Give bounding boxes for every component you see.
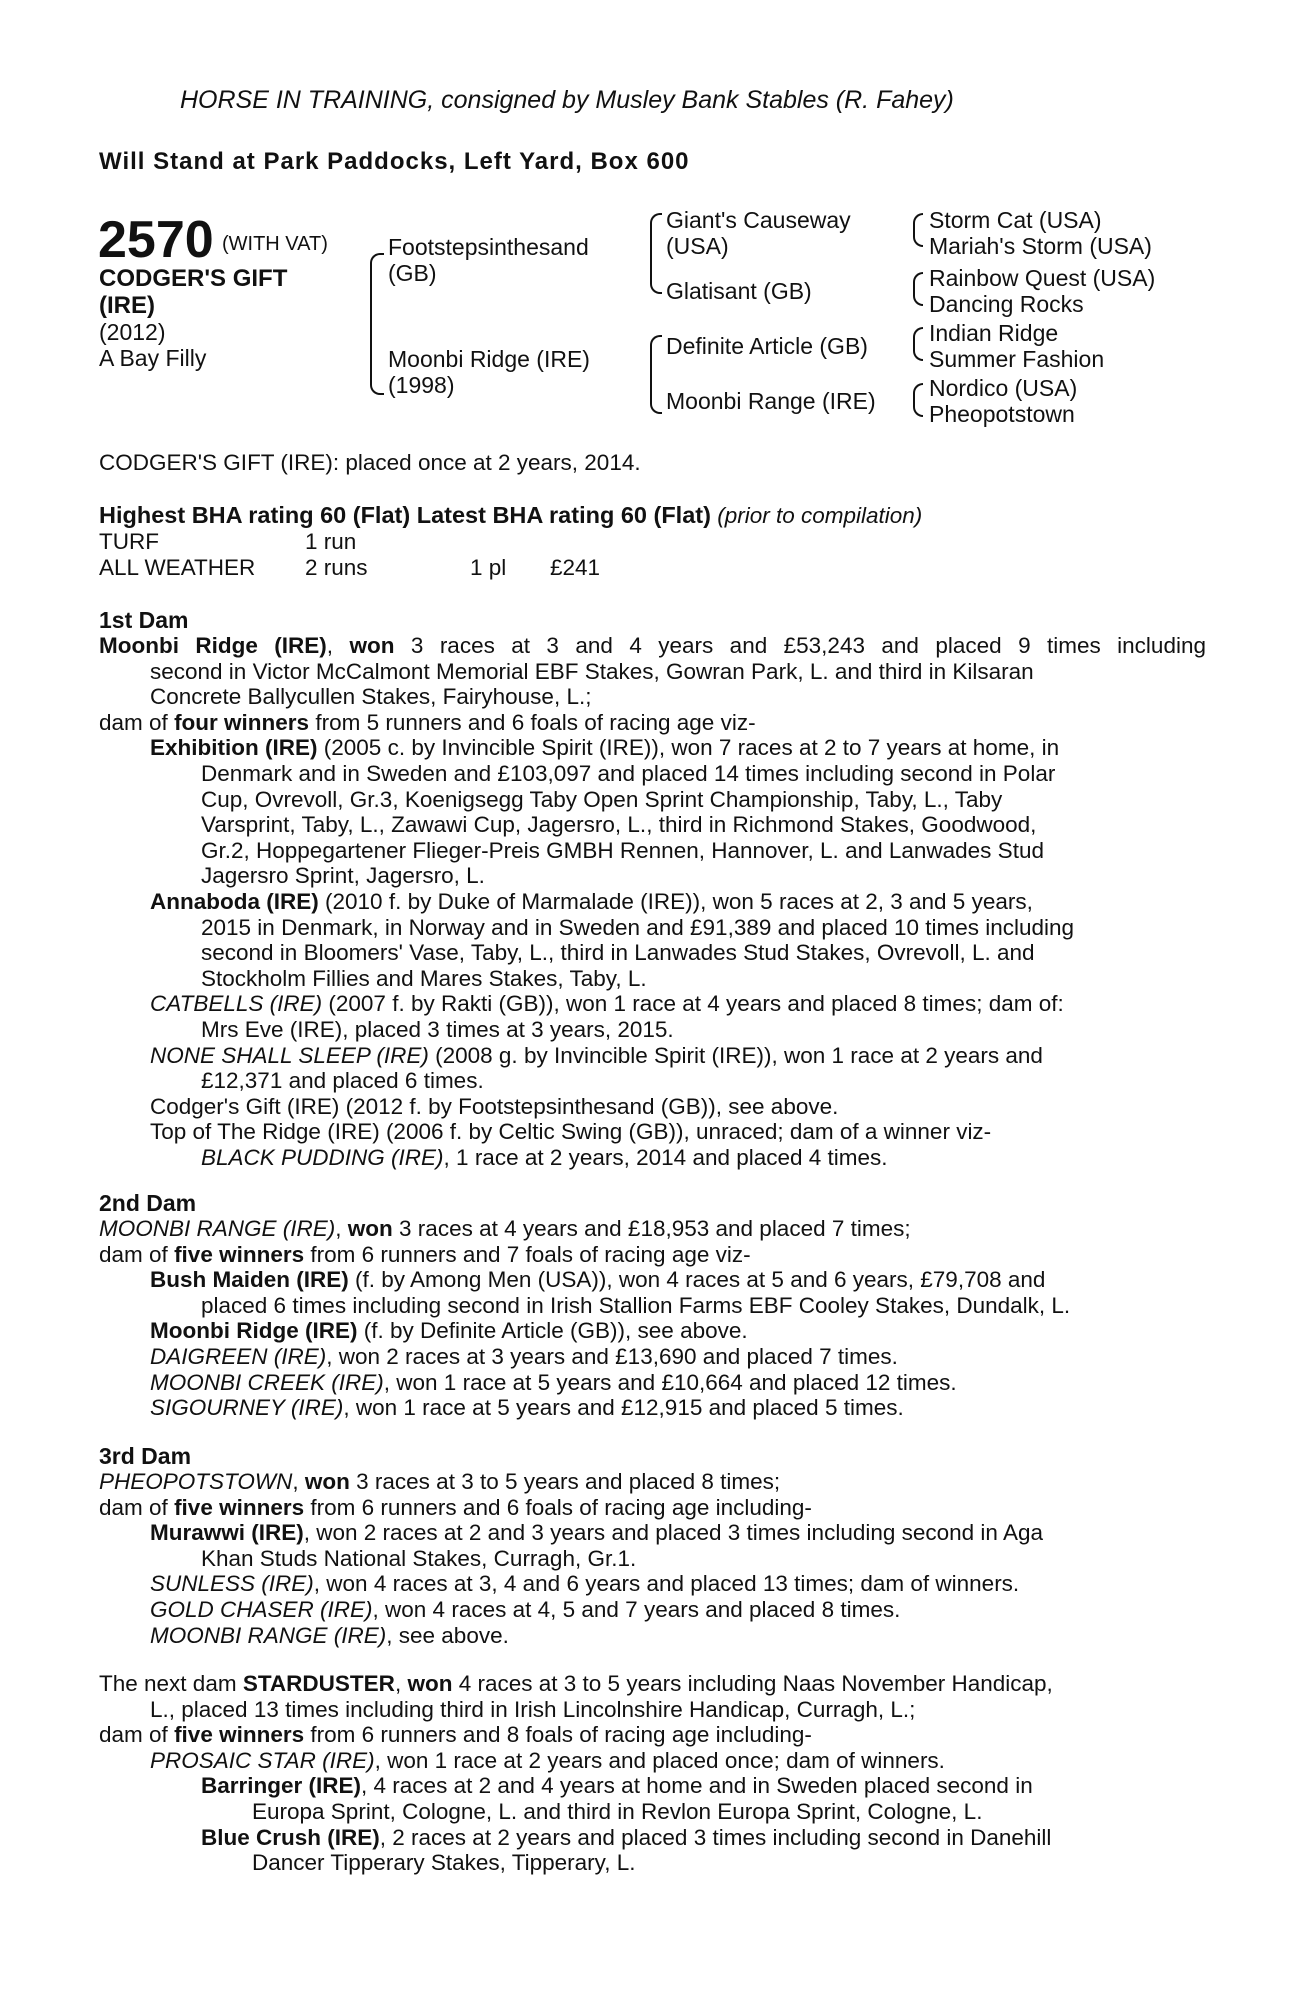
progeny-name: SIGOURNEY (IRE) [150,1395,344,1421]
second-dam-name: MOONBI RANGE (IRE) [99,1216,336,1241]
stable-location: Will Stand at Park Paddocks, Left Yard, Box 600 [99,148,690,175]
aw-prize: £241 [550,555,601,580]
pedigree-sss: Storm Cat (USA) [929,207,1102,233]
first-dam-section: Moonbi Ridge (IRE), won 3 races at 3 and 4 years and £53,243 and placed 9 times including second in Victor McCalmont Memorial EBF Stakes, Gowran Park, L. and third in Kilsaran Concrete Ballycullen Stakes, Fairyhouse, L.; dam of four winners from 5 runners and 6 foals of racing age viz- Exhibition (IRE) (2005 c. by Invincible Spirit (IRE)), won 7 races at 2 to 7 years at home, in Denmark and in Sweden and £103,097 and placed 14 times including second in Polar Cup, Ovrevoll, Gr.3, Koenigsegg Taby Open Sprint Championship, Taby, L., Taby Varsprint, Taby, L., Zawawi Cup, Jagersro, L., third in Richmond Stakes, Goodwood, Gr.2, Hoppegartener Flieger-Preis GMBH Rennen, Hannover, L. and Lanwades Stud Jagersro Sprint, Jagersro, L. Annaboda (IRE) (2010 f. by Duke of Marmalade (IRE)), won 5 races at 2, 3 and 5 years, 2015 in Denmark, in Norway and in Sweden and £91,389 and placed 10 times including second in Bloomers' Vase, Taby, L., third in Lanwades Stud Stakes, Ovrevoll, L. and Stockholm Fillies and Mares Stakes, Taby, L. CATBELLS (IRE) (2007 f. by Rakti (GB)), won 1 race at 4 years and placed 8 times; dam of: Mrs Eve (IRE), placed 3 times at 3 years, 2015. NONE SHALL SLEEP (IRE) (2008 g. by Invincible Spirit (IRE)), won 1 race at 2 years and £12,371 and placed 6 times. Codger's Gift (IRE) (2012 f. by Footstepsinthesand (GB)), see above. Top of The Ridge (IRE) (2006 f. by Celtic Swing (GB)), unraced; dam of a winner viz- BLACK PUDDING (IRE), 1 race at 2 years, 2014 and placed 4 times. [99,633,1206,1170]
third-dam-section: PHEOPOTSTOWN, won 3 races at 3 to 5 years and placed 8 times; dam of five winners from 6 runners and 6 foals of racing age including- Murawwi (IRE), won 2 races at 2 and 3 years and placed 3 times including second in Aga Khan Studs National Stakes, Curragh, Gr.1. SUNLESS (IRE), won 4 races at 3, 4 and 6 years and placed 13 times; dam of winners. GOLD CHASER (IRE), won 4 races at 4, 5 and 7 years and placed 8 times. MOONBI RANGE (IRE), see above. [99,1469,1043,1648]
pedigree-ss: Giant's Causeway [666,207,851,233]
horse-year: (2012) [99,319,166,345]
third-dam-name: PHEOPOTSTOWN [99,1469,293,1494]
second-dam-heading: 2nd Dam [99,1190,197,1216]
pedigree-sd: Glatisant (GB) [666,278,812,304]
pedigree-dam-year: (1998) [388,372,455,398]
vat-label: (WITH VAT) [222,233,328,255]
first-dam-heading: 1st Dam [99,607,189,633]
progeny-name: Barringer (IRE) [201,1773,362,1799]
ratings-line [99,503,922,529]
progeny-name: DAIGREEN (IRE) [150,1343,327,1369]
second-dam-section: MOONBI RANGE (IRE), won 3 races at 4 years and £18,953 and placed 7 times; dam of five winners from 6 runners and 7 foals of racing age viz- Bush Maiden (IRE) (f. by Among Men (USA)), won 4 races at 5 and 6 years, £79,708 and placed 6 times including second in Irish Stallion Farms EBF Cooley Stakes, Dundalk, L. Moonbi Ridge (IRE) (f. by Definite Article (GB)), see above. DAIGREEN (IRE), won 2 races at 3 years and £13,690 and placed 7 times. MOONBI CREEK (IRE), won 1 race at 5 years and £10,664 and placed 12 times. SIGOURNEY (IRE), won 1 race at 5 years and £12,915 and placed 5 times. [99,1216,1071,1421]
horse-description: A Bay Filly [99,345,207,371]
next-dam-name: STARDUSTER [242,1671,395,1696]
pedigree-brace-ssd [913,227,923,247]
pedigree-sire: Footstepsinthesand [388,234,589,260]
progeny-name: Moonbi Ridge (IRE) [150,1318,358,1344]
progeny-name: Bush Maiden (IRE) [150,1267,349,1293]
turf-label: TURF [99,529,159,554]
pedigree-dam: Moonbi Ridge (IRE) [388,346,590,372]
pedigree-sds: Rainbow Quest (USA) [929,265,1156,291]
progeny-name: MOONBI RANGE (IRE) [150,1622,387,1648]
progeny-name: GOLD CHASER (IRE) [150,1596,373,1622]
third-dam-heading: 3rd Dam [99,1443,192,1469]
horse-origin: (IRE) [99,292,155,319]
progeny-name: Murawwi (IRE) [150,1520,304,1546]
rating-note: (prior to compilation) [717,503,923,528]
bha-rating: Highest BHA rating 60 (Flat) Latest BHA rating 60 (Flat) [99,502,711,528]
horse-name: CODGER'S GIFT [99,265,288,292]
next-dam-section: The next dam STARDUSTER, won 4 races at 3 to 5 years including Naas November Handicap, L., placed 13 times including third in Irish Lincolnshire Handicap, Curragh, L.; dam of five winners from 6 runners and 8 foals of racing age including- PROSAIC STAR (IRE), won 1 race at 2 years and placed once; dam of winners. Barringer (IRE), 4 races at 2 and 4 years at home and in Sweden placed second in Europa Sprint, Cologne, L. and third in Revlon Europa Sprint, Cologne, L. Blue Crush (IRE), 2 races at 2 years and placed 3 times including second in Danehill Dancer Tipperary Stakes, Tipperary, L. [99,1671,1053,1876]
turf-runs: 1 run [305,529,357,554]
pedigree-dss: Indian Ridge [929,320,1059,346]
progeny-name: Exhibition (IRE) [150,735,318,761]
pedigree-ds: Definite Article (GB) [666,333,868,359]
first-dam-name: Moonbi Ridge (IRE) [99,633,327,658]
pedigree-brace-sdd [913,286,923,306]
progeny-name: MOONBI CREEK (IRE) [150,1369,384,1395]
pedigree-dsd: Summer Fashion [929,346,1105,372]
pedigree-brace-sd [650,248,662,294]
pedigree-dd: Moonbi Range (IRE) [666,388,876,414]
horse-summary: CODGER'S GIFT (IRE): placed once at 2 years, 2014. [99,450,641,475]
aw-runs: 2 runs [305,555,368,580]
lot-number: 2570 [98,211,214,269]
pedigree-ss-origin: (USA) [666,233,729,259]
pedigree-brace-dd [650,375,662,414]
pedigree-brace-sire [370,253,384,335]
progeny-name: PROSAIC STAR (IRE) [150,1747,375,1773]
pedigree-brace-dam [370,333,384,395]
pedigree-brace-ds [650,335,662,377]
pedigree-ssd: Mariah's Storm (USA) [929,233,1152,259]
progeny-name: Blue Crush (IRE) [201,1824,380,1850]
pedigree-brace-dsd [913,341,923,361]
pedigree-ddd: Pheopotstown [929,401,1075,427]
pedigree-sire-origin: (GB) [388,260,437,286]
aw-placed: 1 pl [470,555,507,580]
pedigree-brace-ss [650,213,662,250]
progeny-name: NONE SHALL SLEEP (IRE) [150,1042,429,1068]
aw-label: ALL WEATHER [99,555,256,580]
progeny-name: CATBELLS (IRE) [150,991,323,1017]
progeny-name: BLACK PUDDING (IRE) [201,1144,444,1170]
pedigree-brace-ddd [913,397,923,417]
page-title: HORSE IN TRAINING, consigned by Musley Bank Stables (R. Fahey) [180,86,954,114]
progeny-name: SUNLESS (IRE) [150,1571,314,1597]
progeny-name: Annaboda (IRE) [150,888,319,914]
pedigree-dds: Nordico (USA) [929,375,1078,401]
pedigree-sdd: Dancing Rocks [929,291,1084,317]
